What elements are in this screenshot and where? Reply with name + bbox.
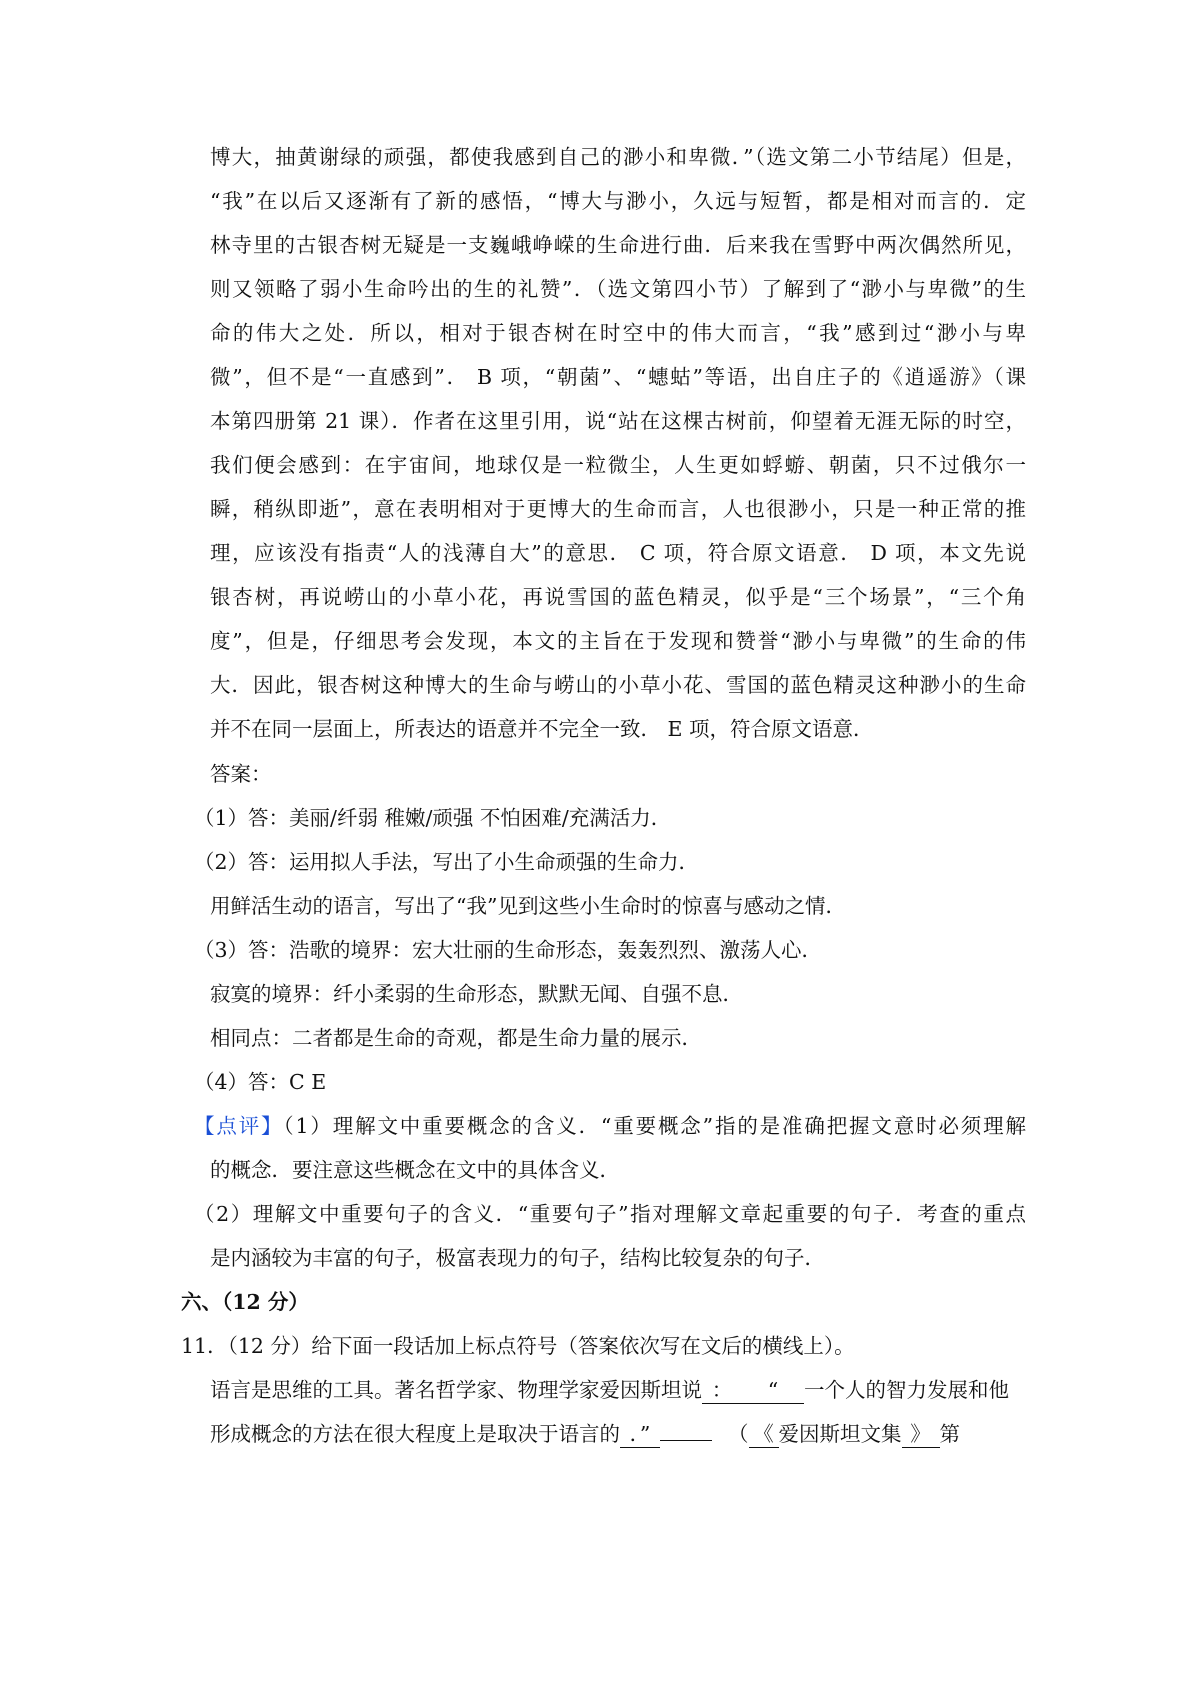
comment-line-1 xyxy=(194,1111,1026,1141)
answer-4: （4）答：C E xyxy=(194,1070,327,1094)
analysis-line: 理，应该没有指责“人的浅薄自大”的意思． C 项，符合原文语意． D 项，本文先说 xyxy=(210,541,1026,565)
question-text: 一个人的智力发展和他 xyxy=(804,1378,1009,1402)
analysis-line: 我们便会感到：在宇宙间，地球仅是一粒微尘，人生更如蜉蝣、朝菌，只不过俄尔一 xyxy=(210,453,1026,477)
comment-tag: 【点评】 xyxy=(194,1114,284,1138)
analysis-line: 度”，但是，仔细思考会发现，本文的主旨在于发现和赞誉“渺小与卑微”的生命的伟 xyxy=(210,629,1026,653)
analysis-line: 命的伟大之处．所以，相对于银杏树在时空中的伟大而言，“我”感到过“渺小与卑 xyxy=(210,321,1026,345)
analysis-line: 林寺里的古银杏树无疑是一支巍峨峥嵘的生命进行曲．后来我在雪野中两次偶然所见， xyxy=(210,233,1026,257)
comment-line-2: 的概念．要注意这些概念在文中的具体含义． xyxy=(210,1158,620,1182)
comment-line-4: 是内涵较为丰富的句子，极富表现力的句子，结构比较复杂的句子． xyxy=(210,1246,825,1270)
answer-3: （3）答：浩歌的境界：宏大壮丽的生命形态，轰轰烈烈、激荡人心． xyxy=(194,938,823,962)
analysis-line: 并不在同一层面上，所表达的语意并不完全一致． E 项，符合原文语意． xyxy=(210,717,874,741)
answer-blank[interactable]: “ xyxy=(742,1377,804,1404)
comment-text: （1）理解文中重要概念的含义．“重要概念”指的是准确把握文意时必须理解 xyxy=(283,1114,1026,1138)
question-line-2 xyxy=(210,1419,960,1449)
answer-blank[interactable]: 》 xyxy=(902,1421,940,1448)
answer-1: （1）答：美丽/纤弱 稚嫩/顽强 不怕困难/充满活力． xyxy=(194,806,672,830)
question-line-1 xyxy=(210,1375,1009,1405)
answer-blank[interactable]: ．” xyxy=(620,1421,660,1448)
answer-2: （2）答：运用拟人手法，写出了小生命顽强的生命力． xyxy=(194,850,700,874)
analysis-line: 则又领略了弱小生命吟出的生的礼赞”．（选文第四小节）了解到了“渺小与卑微”的生 xyxy=(210,277,1026,301)
answer-3-line2: 寂寞的境界：纤小柔弱的生命形态，默默无闻、自强不息． xyxy=(210,982,743,1006)
book-title: 爱因斯坦文集 xyxy=(778,1422,902,1446)
answer-heading: 答案： xyxy=(210,762,272,786)
question-text: （ xyxy=(728,1422,749,1446)
analysis-line: 银杏树，再说崂山的小草小花，再说雪国的蓝色精灵，似乎是“三个场景”，“三个角 xyxy=(210,585,1026,609)
answer-blank[interactable]: ： xyxy=(702,1377,742,1404)
answer-3-line3: 相同点：二者都是生命的奇观，都是生命力量的展示． xyxy=(210,1026,702,1050)
question-text: 形成概念的方法在很大程度上是取决于语言的 xyxy=(210,1422,620,1446)
analysis-line: 微”，但不是“一直感到”． B 项，“朝菌”、“蟪蛄”等语，出自庄子的《逍遥游》（课 xyxy=(210,365,1026,389)
analysis-line: 瞬，稍纵即逝”，意在表明相对于更博大的生命而言，人也很渺小，只是一种正常的推 xyxy=(210,497,1026,521)
section-heading: 六、（12 分） xyxy=(181,1290,309,1314)
comment-line-3: （2）理解文中重要句子的含义．“重要句子”指对理解文章起重要的句子．考查的重点 xyxy=(194,1202,1026,1226)
analysis-line: 本第四册第 21 课）．作者在这里引用，说“站在这棵古树前，仰望着无涯无际的时空， xyxy=(210,409,1026,433)
question-text: 语言是思维的工具。著名哲学家、物理学家爱因斯坦说 xyxy=(210,1378,702,1402)
analysis-line: “我”在以后又逐渐有了新的感悟，“博大与渺小，久远与短暂，都是相对而言的．定 xyxy=(210,189,1026,213)
answer-blank[interactable]: 《 xyxy=(749,1421,779,1448)
analysis-line: 大．因此，银杏树这种博大的生命与崂山的小草小花、雪国的蓝色精灵这种渺小的生命 xyxy=(210,673,1026,697)
answer-2-continued: 用鲜活生动的语言，写出了“我”见到这些小生命时的惊喜与感动之情． xyxy=(210,894,846,918)
answer-blank[interactable] xyxy=(660,1440,712,1441)
analysis-line: 博大，抽黄谢绿的顽强，都使我感到自己的渺小和卑微．”（选文第二小节结尾）但是， xyxy=(210,145,1026,169)
question-stem: 11．（12 分）给下面一段话加上标点符号（答案依次写在文后的横线上）。 xyxy=(181,1334,855,1358)
question-text: 第 xyxy=(939,1422,960,1446)
